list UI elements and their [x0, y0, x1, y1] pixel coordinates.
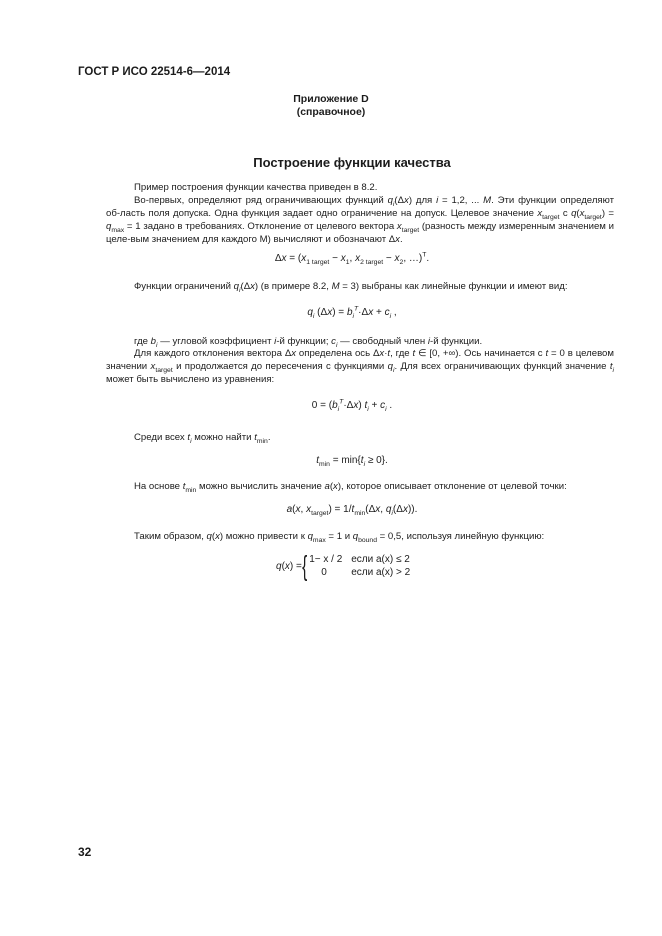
paragraph-tmin: Среди всех $t_i$ можно найти $t_{min}$. [134, 432, 271, 445]
paragraph-conclusion: Таким образом, q(x) можно привести к $q_{max} = 1$ и $q_{bound} = 0,5$, используя линейную функцию: [134, 531, 545, 544]
left-brace: { [301, 550, 308, 581]
case-row-1: 1− x / 2 если a(x) ≤ 2 [309, 554, 410, 565]
page-number: 32 [78, 845, 92, 859]
formula-tmin: $t_{min} = \min\{t_i \ge 0\}$. [316, 455, 388, 468]
paragraph-linear: Функции ограничений $q_i(\Delta x)$ (в примере 8.2, M = 3) выбраны как линейные функции и имеют вид: [134, 281, 568, 294]
paragraph-where: где $b_i$ — угловой коэффициент i-й функции; $c_i$ — свободный член i-й функции. [134, 336, 483, 349]
case-row-2: 0 если a(x) > 2 [321, 567, 411, 578]
formula-delta-x: $\Delta x = (x_{1 target} - x_1$, $x_{2 target} - x_2$, …)$^T$. [274, 251, 430, 266]
formula-piecewise [276, 552, 410, 580]
standard-header: ГОСТ Р ИСО 22514-6—2014 [78, 66, 231, 78]
annex-subtitle: (справочное) [296, 106, 366, 118]
piecewise-lhs: q(x) = [276, 560, 302, 572]
formula-deviation: a(x, $x_{target}) = 1/t_{min}(\Delta x$, $q_i(\Delta x)$). [286, 504, 418, 517]
paragraph-deviation: На основе $t_{min}$ можно вычислить значение a(x), которое описывает отклонение от целевой точки: [134, 481, 567, 494]
piecewise-cases [309, 553, 410, 579]
formula-intersection: $0 = (b_i^T\cdot\Delta x) t_i + c_i$ . [311, 398, 393, 413]
section-title: Построение функции качества [253, 155, 451, 170]
paragraph-constraints: Во-первых, определяют ряд ограничивающих функций $q_i(\Delta x)$ для i = 1,2, ... M. Эти функции определяют об-ласть поля допуска. Одна функция задает одно ограничение на допуск. Целевое значение $x_{target}$ с $q(x_{target}) = q_{max} = 1$ задано в требованиях. Отклонение от целевого вектора $x_{target}$ (разность между измеренным значением и целе-вым значением для каждого М) вычисляют и обозначают Δx. [106, 195, 614, 245]
formula-linear-function: $q_i$ $(\Delta x) = b_i^T\cdot\Delta x + c_i$ , [307, 305, 397, 320]
annex-title: Приложение D [293, 93, 369, 105]
paragraph-intro: Пример построения функции качества приведен в 8.2. [134, 182, 378, 193]
paragraph-axis: Для каждого отклонения вектора Δx определена ось Δx·t, где t ∈ [0, +∞). Ось начинается с t = 0 в целевом значении $x_{target}$ и продолжается до пересечения с функциями $q_i$. Для всех ограничивающих функций значение $t_i$ может быть вычислено из уравнения: [106, 348, 614, 385]
